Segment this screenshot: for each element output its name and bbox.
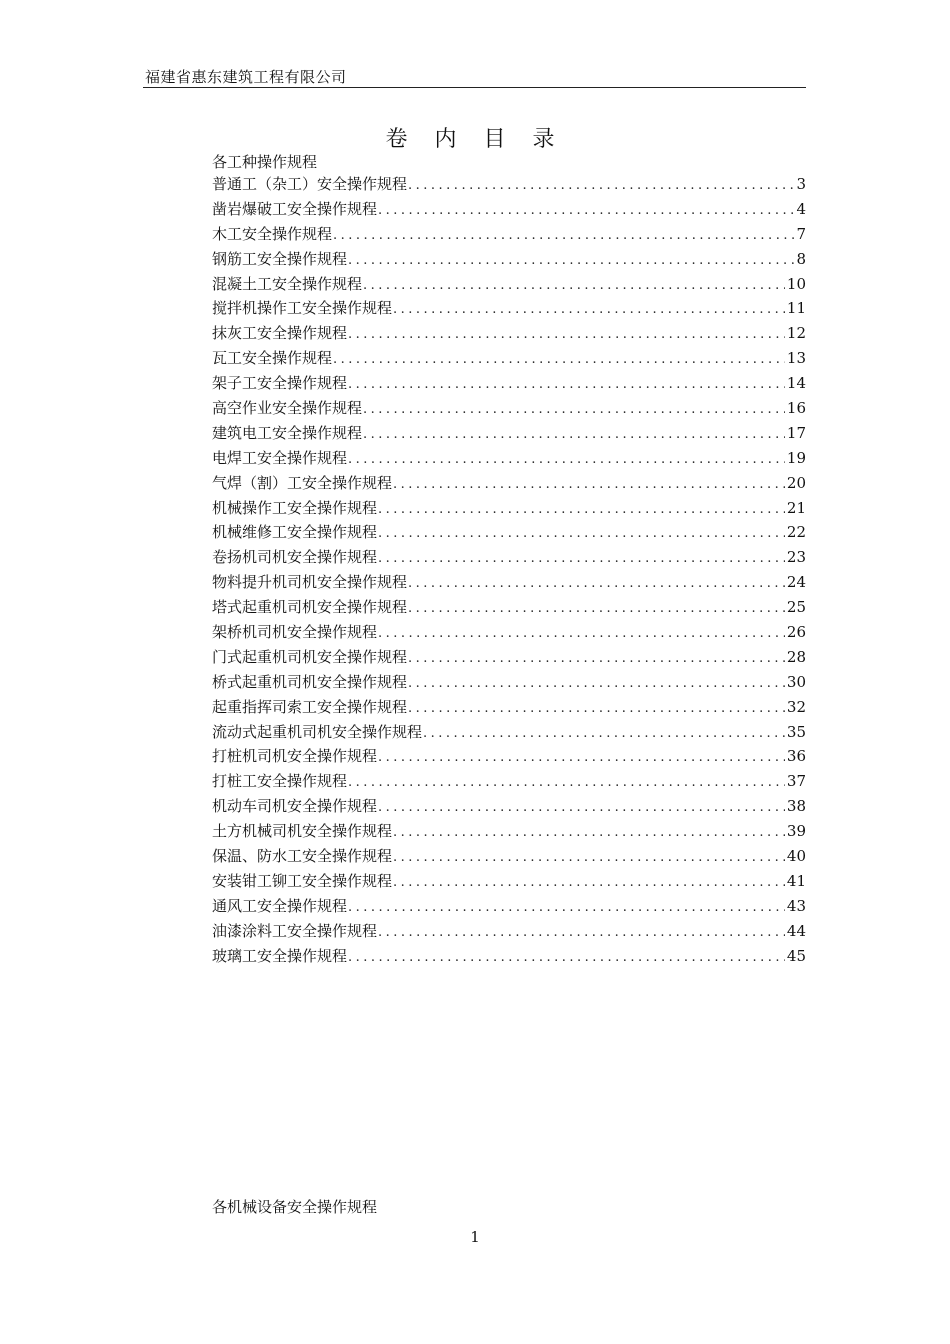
toc-entry[interactable] — [212, 721, 806, 746]
toc-entry-page: 41 — [786, 871, 806, 890]
toc-dot-leader — [408, 576, 785, 591]
toc-entry-page: 22 — [786, 523, 806, 542]
toc-dot-leader — [378, 551, 785, 566]
toc-entry-label: 凿岩爆破工安全操作规程 — [212, 199, 378, 218]
toc-entry-page: 35 — [786, 722, 806, 741]
toc-dot-leader — [378, 203, 794, 218]
toc-entry-page: 10 — [786, 274, 806, 293]
toc-entry-page: 14 — [786, 374, 806, 393]
toc-entry-page: 28 — [786, 647, 806, 666]
toc-entry[interactable] — [212, 696, 806, 721]
next-section-heading: 各机械设备安全操作规程 — [212, 1198, 378, 1216]
toc-entry[interactable] — [212, 248, 806, 273]
toc-entry[interactable] — [212, 920, 806, 945]
toc-entry[interactable] — [212, 795, 806, 820]
toc-entry[interactable] — [212, 820, 806, 845]
toc-entry[interactable] — [212, 447, 806, 472]
toc-dot-leader — [348, 452, 785, 467]
toc-entry-page: 11 — [786, 299, 806, 318]
toc-entry-label: 混凝土工安全操作规程 — [212, 274, 363, 293]
toc-entry[interactable] — [212, 273, 806, 298]
toc-entry[interactable] — [212, 596, 806, 621]
toc-entry-label: 高空作业安全操作规程 — [212, 399, 363, 418]
toc-entry[interactable] — [212, 322, 806, 347]
toc-entry[interactable] — [212, 621, 806, 646]
toc-entry-label: 土方机械司机安全操作规程 — [212, 822, 393, 841]
toc-dot-leader — [348, 327, 785, 342]
toc-entry-label: 塔式起重机司机安全操作规程 — [212, 598, 408, 617]
toc-entry-label: 机动车司机安全操作规程 — [212, 797, 378, 816]
toc-entry-label: 钢筋工安全操作规程 — [212, 249, 348, 268]
toc-entry-page: 44 — [786, 921, 806, 940]
toc-entry-page: 17 — [786, 423, 806, 442]
toc-entry-page: 25 — [786, 598, 806, 617]
toc-entry-label: 瓦工安全操作规程 — [212, 349, 333, 368]
toc-entry[interactable] — [212, 422, 806, 447]
toc-dot-leader — [363, 427, 785, 442]
toc-dot-leader — [393, 302, 785, 317]
toc-entry-label: 通风工安全操作规程 — [212, 896, 348, 915]
toc-entry-label: 抹灰工安全操作规程 — [212, 324, 348, 343]
toc-entry-page: 45 — [786, 946, 806, 965]
toc-entry-label: 电焊工安全操作规程 — [212, 448, 348, 467]
toc-dot-leader — [393, 477, 785, 492]
toc-entry-label: 卷扬机司机安全操作规程 — [212, 548, 378, 567]
toc-entry-label: 打桩工安全操作规程 — [212, 772, 348, 791]
toc-entry-page: 7 — [796, 224, 806, 243]
toc-entry[interactable] — [212, 198, 806, 223]
toc-entry[interactable] — [212, 870, 806, 895]
toc-dot-leader — [378, 925, 785, 940]
toc-dot-leader — [408, 676, 785, 691]
toc-dot-leader — [378, 502, 785, 517]
toc-entry-page: 24 — [786, 573, 806, 592]
toc-dot-leader — [378, 750, 785, 765]
toc-entry-label: 架桥机司机安全操作规程 — [212, 623, 378, 642]
page-number: 1 — [470, 1228, 480, 1246]
toc-dot-leader — [348, 775, 785, 790]
toc-dot-leader — [348, 377, 785, 392]
toc-entry[interactable] — [212, 397, 806, 422]
toc-dot-leader — [423, 726, 785, 741]
toc-entry-label: 流动式起重机司机安全操作规程 — [212, 722, 423, 741]
toc-entry-page: 39 — [786, 822, 806, 841]
toc-entry-label: 起重指挥司索工安全操作规程 — [212, 697, 408, 716]
toc-dot-leader — [378, 626, 785, 641]
toc-dot-leader — [408, 178, 794, 193]
toc-entry-page: 12 — [786, 324, 806, 343]
toc-entry-label: 油漆涂料工安全操作规程 — [212, 921, 378, 940]
toc-entry[interactable] — [212, 895, 806, 920]
toc-entry-label: 建筑电工安全操作规程 — [212, 423, 363, 442]
toc-entry[interactable] — [212, 546, 806, 571]
toc-entry-label: 门式起重机司机安全操作规程 — [212, 647, 408, 666]
toc-entry-label: 普通工（杂工）安全操作规程 — [212, 175, 408, 193]
company-header: 福建省惠东建筑工程有限公司 — [145, 68, 347, 86]
toc-entry[interactable] — [212, 945, 806, 970]
toc-entry-page: 21 — [786, 498, 806, 517]
toc-entry[interactable] — [212, 571, 806, 596]
page-title: 卷 内 目 录 — [385, 127, 565, 152]
toc-dot-leader — [393, 850, 785, 865]
toc-dot-leader — [378, 526, 785, 541]
header-rule — [143, 87, 806, 88]
toc-dot-leader — [408, 601, 785, 616]
toc-entry-label: 保温、防水工安全操作规程 — [212, 847, 393, 866]
toc-entry-page: 20 — [786, 473, 806, 492]
toc-entry-label: 桥式起重机司机安全操作规程 — [212, 672, 408, 691]
toc-entry-label: 玻璃工安全操作规程 — [212, 946, 348, 965]
toc-entry-page: 23 — [786, 548, 806, 567]
toc-entry[interactable] — [212, 671, 806, 696]
toc-dot-leader — [333, 352, 785, 367]
toc-dot-leader — [348, 950, 785, 965]
toc-dot-leader — [363, 402, 785, 417]
section-heading: 各工种操作规程 — [212, 153, 318, 171]
toc-dot-leader — [363, 278, 785, 293]
toc-entry-label: 木工安全操作规程 — [212, 224, 333, 243]
toc-dot-leader — [348, 900, 785, 915]
toc-entry[interactable] — [212, 372, 806, 397]
toc-entry-page: 38 — [786, 797, 806, 816]
toc-dot-leader — [348, 253, 794, 268]
toc-entry[interactable] — [212, 347, 806, 372]
toc-entry-page: 30 — [786, 672, 806, 691]
toc-entry[interactable] — [212, 223, 806, 248]
toc-entry-page: 26 — [786, 623, 806, 642]
toc-dot-leader — [393, 825, 785, 840]
table-of-contents — [212, 173, 806, 970]
toc-entry-page: 8 — [796, 249, 806, 268]
toc-dot-leader — [408, 651, 785, 666]
toc-entry[interactable] — [212, 521, 806, 546]
toc-entry-page: 43 — [786, 896, 806, 915]
toc-entry[interactable] — [212, 497, 806, 522]
toc-entry-label: 物料提升机司机安全操作规程 — [212, 573, 408, 592]
toc-entry[interactable] — [212, 646, 806, 671]
toc-entry[interactable] — [212, 770, 806, 795]
toc-entry-page: 40 — [786, 847, 806, 866]
toc-entry-page: 16 — [786, 399, 806, 418]
toc-entry-label: 气焊（割）工安全操作规程 — [212, 473, 393, 492]
toc-entry-page: 36 — [786, 747, 806, 766]
toc-entry-page: 37 — [786, 772, 806, 791]
toc-entry-label: 机械操作工安全操作规程 — [212, 498, 378, 517]
toc-entry[interactable] — [212, 173, 806, 198]
toc-entry-label: 机械维修工安全操作规程 — [212, 523, 378, 542]
toc-entry-page: 13 — [786, 349, 806, 368]
toc-entry[interactable] — [212, 472, 806, 497]
toc-dot-leader — [408, 701, 785, 716]
toc-entry-label: 搅拌机操作工安全操作规程 — [212, 299, 393, 318]
toc-dot-leader — [333, 228, 794, 243]
toc-entry[interactable] — [212, 745, 806, 770]
toc-entry-page: 19 — [786, 448, 806, 467]
toc-entry-page: 32 — [786, 697, 806, 716]
toc-entry-page: 3 — [796, 175, 806, 193]
toc-entry[interactable] — [212, 845, 806, 870]
toc-dot-leader — [393, 875, 785, 890]
toc-entry[interactable] — [212, 297, 806, 322]
toc-entry-label: 架子工安全操作规程 — [212, 374, 348, 393]
toc-entry-label: 打桩机司机安全操作规程 — [212, 747, 378, 766]
toc-entry-page: 4 — [796, 199, 806, 218]
toc-dot-leader — [378, 800, 785, 815]
toc-entry-label: 安装钳工铆工安全操作规程 — [212, 871, 393, 890]
